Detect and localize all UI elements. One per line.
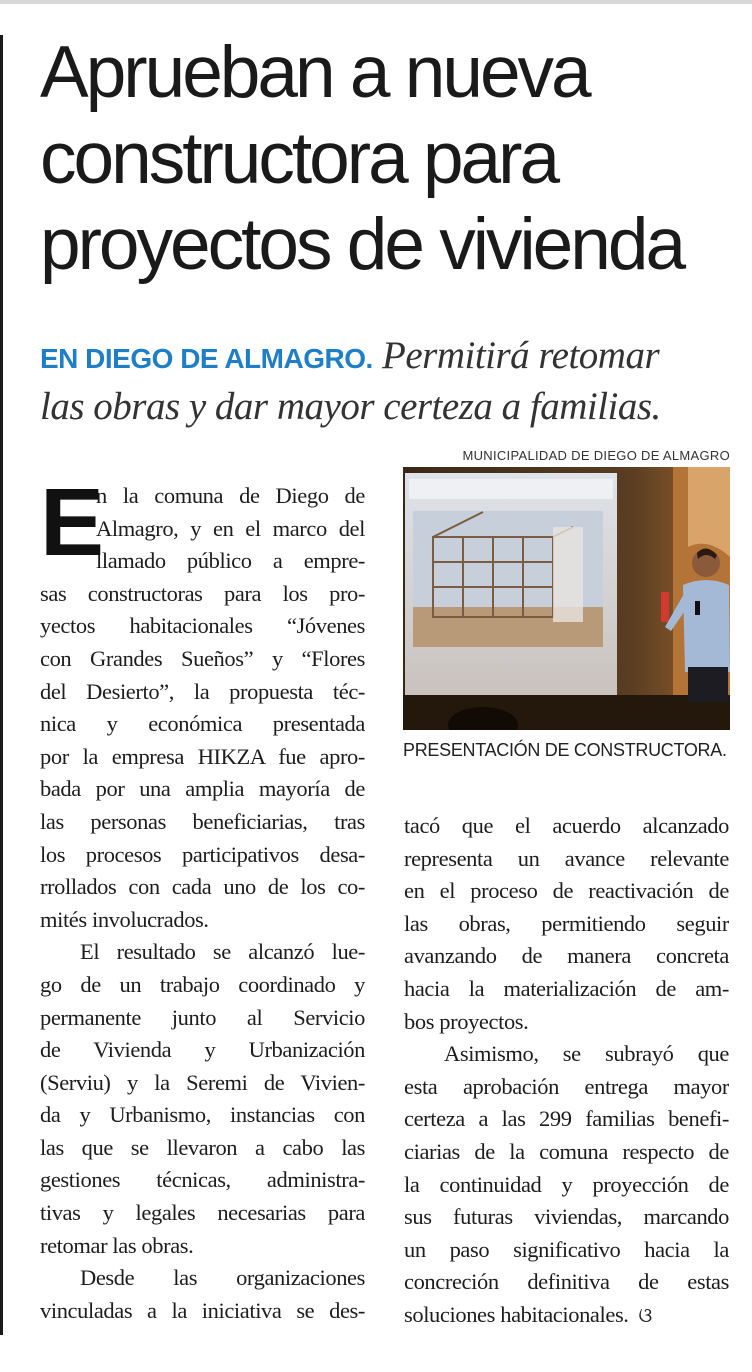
photo-caption: PRESENTACIÓN DE CONSTRUCTORA.: [403, 740, 727, 760]
body-line: bos proyectos.: [404, 1008, 529, 1034]
headline-line: Aprueban a nueva: [40, 32, 589, 113]
body-line: llamado público a empre-: [96, 548, 365, 574]
headline: [40, 30, 740, 288]
presentation-photo-illustration: [403, 467, 730, 730]
body-line: El resultado se alcanzó lue-: [80, 939, 365, 965]
body-line: (Serviu) y la Seremi de Vivien-: [40, 1069, 365, 1095]
deck-kicker: EN DIEGO DE ALMAGRO.: [40, 343, 373, 374]
body-line: bada por una amplia mayoría de: [40, 776, 365, 802]
body-line: Asimismo, se subrayó que: [444, 1041, 729, 1067]
body-line: hacia la materialización de am-: [404, 975, 729, 1001]
body-line: avanzando de manera concreta: [404, 943, 729, 969]
drop-cap: E: [40, 469, 104, 576]
body-line: sus futuras viviendas, marcando: [404, 1204, 729, 1230]
deck-text: Permitirá retomar: [382, 334, 660, 377]
body-line: en el proceso de reactivación de: [404, 878, 729, 904]
headline-line: constructora para: [40, 118, 558, 199]
body-line: [404, 1299, 729, 1333]
body-line: go de un trabajo coordinado y: [40, 971, 365, 997]
body-line-text: soluciones habitacionales.: [404, 1301, 629, 1327]
body-line: ciarias de la comuna respecto de: [404, 1138, 729, 1164]
body-line: las obras, permitiendo seguir: [404, 910, 729, 936]
body-line: con Grandes Sueños” y “Flores: [40, 645, 365, 671]
body-line: nica y económica presentada: [40, 711, 365, 737]
deck-text: las obras y dar mayor certeza a familias.: [40, 385, 661, 428]
body-line: vinculadas a la iniciativa se des-: [40, 1297, 365, 1323]
body-line: concreción definitiva de estas: [404, 1269, 729, 1295]
body-line: permanente junto al Servicio: [40, 1004, 365, 1030]
body-line: la continuidad y proyección de: [404, 1171, 729, 1197]
body-line: mités involucrados.: [40, 906, 209, 932]
body-line: rrollados con cada uno de los co-: [40, 874, 365, 900]
body-line: certeza a las 299 familias benefi-: [404, 1106, 729, 1132]
body-line: de Vivienda y Urbanización: [40, 1037, 365, 1063]
body-line: retomar las obras.: [40, 1232, 194, 1258]
body-line: tacó que el acuerdo alcanzado: [404, 813, 729, 838]
body-line: los procesos participativos desa-: [40, 841, 365, 867]
article-column-left: [40, 469, 365, 1327]
body-line: yectos habitacionales “Jóvenes: [40, 613, 365, 639]
body-line: las que se llevaron a cabo las: [40, 1134, 365, 1160]
article-column-right: [404, 810, 729, 1333]
body-line: un paso significativo hacia la: [404, 1236, 729, 1262]
photo-credit: MUNICIPALIDAD DE DIEGO DE ALMAGRO: [462, 448, 730, 463]
headline-line: proyectos de vivienda: [40, 204, 684, 285]
top-rule: [0, 0, 752, 4]
body-line: Almagro, y en el marco del: [96, 515, 365, 541]
article-photo: [403, 467, 730, 730]
body-line: esta aprobación entrega mayor: [404, 1073, 729, 1099]
body-line: por la empresa HIKZA fue apro-: [40, 743, 365, 769]
left-rule: [0, 35, 3, 1335]
body-line: da y Urbanismo, instancias con: [40, 1102, 365, 1128]
body-line: representa un avance relevante: [404, 845, 729, 871]
deck: [40, 332, 740, 431]
body-line: n la comuna de Diego de: [96, 483, 365, 508]
body-line: las personas beneficiarias, tras: [40, 808, 365, 834]
body-line: del Desierto”, la propuesta téc-: [40, 678, 365, 704]
body-line: Desde las organizaciones: [80, 1265, 365, 1291]
body-line: sas constructoras para los pro-: [40, 580, 365, 606]
body-line: gestiones técnicas, administra-: [40, 1167, 365, 1193]
body-line: tivas y legales necesarias para: [40, 1200, 365, 1226]
end-mark-icon: ଓ: [638, 1304, 652, 1327]
